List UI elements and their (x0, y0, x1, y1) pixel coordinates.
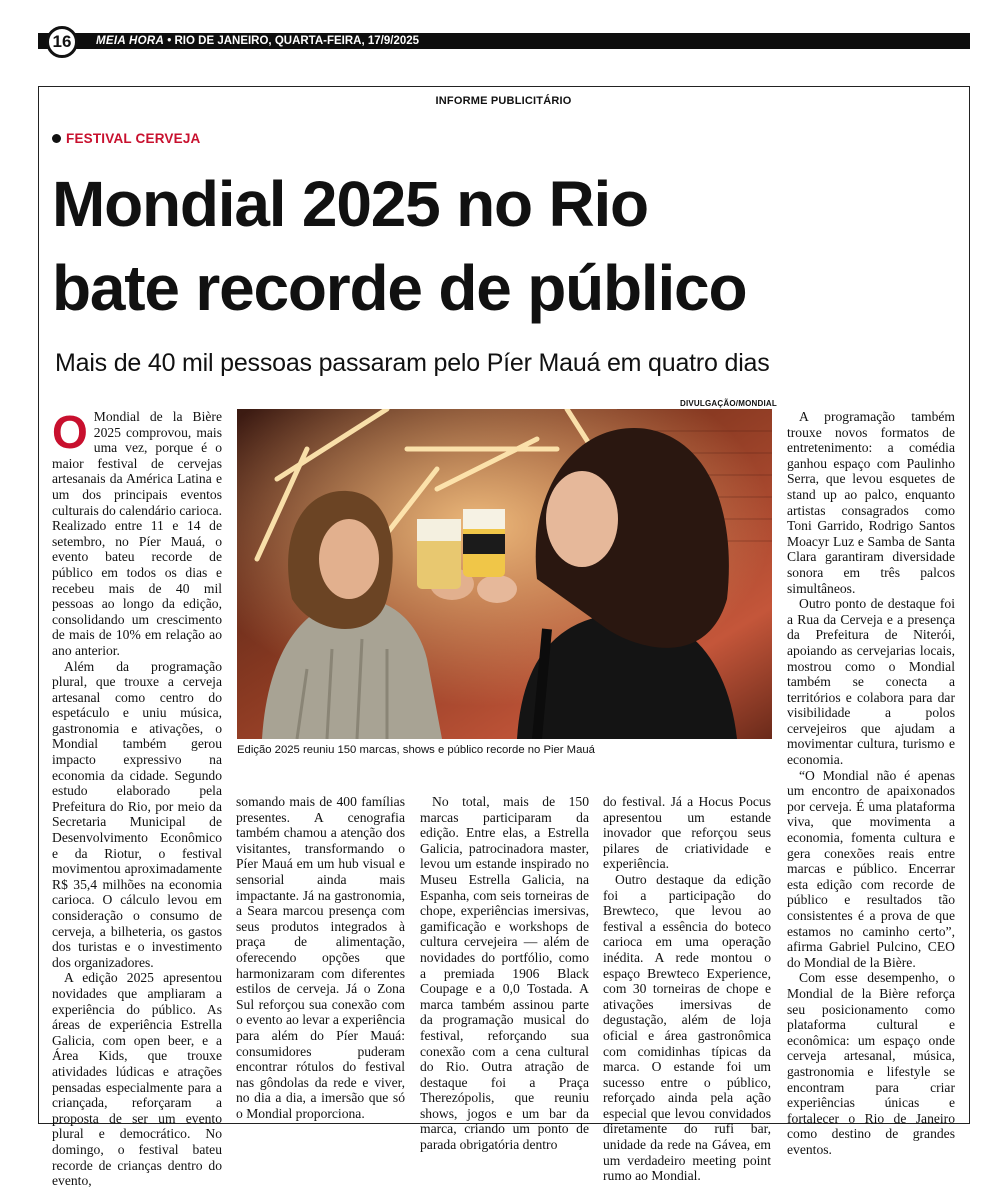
article-photo (237, 409, 772, 739)
advertorial-label: INFORME PUBLICITÁRIO (435, 95, 572, 107)
paragraph: “O Mondial não é apenas um encontro de apaixonados por cerveja. É uma plataforma viva, que movimenta a economia, fomenta cultura e gera conexões reais entre marcas e público. Encerrar esta edição com recorde de público e resultados tão consistentes é a prova de que estamos no caminho certo”, afirma Gabriel Pulcino, CEO do Mondial de la Bière. (787, 767, 955, 970)
section-kicker (52, 131, 200, 146)
article-column-4 (603, 794, 771, 1184)
headline (52, 162, 952, 330)
paragraph: A programação também trouxe novos formatos de entretenimento: a comédia ganhou espaço com Paulinho Serra, que levou esquetes de stand up ao palco, enquanto artistas consagrados como Toni Garrido, Rodrigo Santos Moacyr Luz e Samba de Santa Clara garantiram diversidade sonora em três palcos simultâneos. (787, 409, 955, 596)
paragraph: Outro destaque da edição foi a participação do Brewteco, que levou ao festival a essência do boteco carioca em uma operação inédita. A rede montou o espaço Brewteco Experience, com 30 torneiras de chope e ativações imersivas de degustação, além de loja oficial e área gastronômica com comidinhas típicas da marca. O estande foi um sucesso entre o público, reforçado ainda pela ação especial que levou convidados diretamente do rufi bar, unidade da rede na Gávea, em um verdadeiro meeting point rumo ao Mondial. (603, 871, 771, 1184)
photo-illustration (237, 409, 772, 739)
paragraph: do festival. Já a Hocus Pocus apresentou um estande inovador que reforçou seus pilares de criatividade e experiência. (603, 794, 771, 872)
subheadline: Mais de 40 mil pessoas passaram pelo Píer Mauá em quatro dias (55, 349, 770, 377)
paragraph: No total, mais de 150 marcas participaram da edição. Entre elas, a Estrella Galicia, patrocinadora master, levou um estande inspirado no Museu Estrella Galicia, na Espanha, com seis torneiras de chope, experiências imersivas, gamificação e workshops de cultura cervejeira — além de novidades do portfólio, como a premiada 1906 Black Coupage e a 0,0 Tostada. A marca também assinou parte da programação musical do festival, reforçando sua conexão com a cena cultural do Rio. Outra atração de destaque foi a Praça Therezópolis, que reuniu shows, jogos e um bar da marca, criando um ponto de parada obrigatória dentro (420, 794, 589, 1153)
dateline: • RIO DE JANEIRO, QUARTA-FEIRA, 17/9/2025 (167, 35, 420, 47)
article-column-5 (787, 409, 955, 1158)
headline-line-1: Mondial 2025 no Rio (52, 168, 648, 240)
article-column-3 (420, 794, 589, 1153)
drop-cap: O (52, 406, 88, 458)
paragraph: A edição 2025 apresentou novidades que ampliaram a experiência do público. As áreas de experiência Estrella Galicia, com open beer, e a Área Kids, que trouxe atividades lúdicas e atrações pensadas especialmente para a criançada, reforçaram a proposta de ser um evento plural e democrático. No domingo, o festival bateu recorde de crianças dentro do evento, (52, 970, 222, 1189)
page-number: 16 (46, 26, 78, 58)
headline-line-2: bate recorde de público (52, 252, 747, 324)
paragraph: somando mais de 400 famílias presentes. A cenografia também chamou a atenção dos visitantes, transformando o Píer Mauá em um hub visual e sensorial ainda mais impactante. Já na gastronomia, a Seara marcou presença com seus produtos integrados à praça de alimentação, oferecendo opções que harmonizaram com diferentes estilos de cerveja. Já o Zona Sul reforçou sua conexão com o evento ao levar a experiência para além do Píer Mauá: consumidores puderam encontrar rótulos do festival nas gôndolas da rede e viver, no dia a dia, a imersão que só o Mondial proporciona. (236, 794, 405, 1121)
paragraph: Com esse desempenho, o Mondial de la Bière reforça seu posicionamento como plataforma cultural e econômica: um espaço onde cerveja artesanal, música, gastronomia e lifestyle se encontram para criar experiências únicas e fortalecer o Rio de Janeiro como destino de grandes eventos. (787, 970, 955, 1157)
paragraph: Outro ponto de destaque foi a Rua da Cerveja e a presença da Prefeitura de Niterói, apoiando as cervejarias locais, mostrou como o Mondial também se conecta a territórios e colabora para dar visibilidade a polos cervejeiros que ajudam a movimentar cultura, turismo e economia. (787, 596, 955, 768)
article-column-2 (236, 794, 405, 1121)
paragraph: O Mondial de la Bière 2025 comprovou, mais uma vez, porque é o maior festival de cervejas artesanais da América Latina e um dos principais eventos culturais do calendário carioca. Realizado entre 11 e 14 de setembro, no Píer Mauá, o evento bateu recorde de público em todos os dias e recebeu mais de 40 mil pessoas ao longo da edição, consolidando um crescimento de mais de 10% em relação ao ano anterior. (52, 406, 222, 658)
article-column-1 (52, 406, 222, 1189)
paragraph: Além da programação plural, que trouxe a cerveja artesanal como centro do espetáculo e uniu música, gastronomia e ativações, o Mondial também gerou impacto expressivo na economia da cidade. Segundo estudo elaborado pela Prefeitura do Rio, por meio da Secretaria Municipal de Desenvolvimento Econômico e da Riotur, o festival movimentou aproximadamente R$ 35,4 milhões na economia carioca. O cálculo levou em consideração o consumo de cerveja, a bilheteria, os gastos dos turistas e o investimento dos organizadores. (52, 658, 222, 970)
photo-caption: Edição 2025 reuniu 150 marcas, shows e público recorde no Pier Mauá (237, 744, 595, 756)
header-text (96, 33, 419, 49)
bullet-icon (52, 134, 61, 143)
newspaper-name: MEIA HORA (96, 35, 165, 47)
kicker-text: FESTIVAL CERVEJA (66, 131, 201, 146)
photo-credit: DIVULGAÇÃO/MONDIAL (680, 399, 777, 408)
